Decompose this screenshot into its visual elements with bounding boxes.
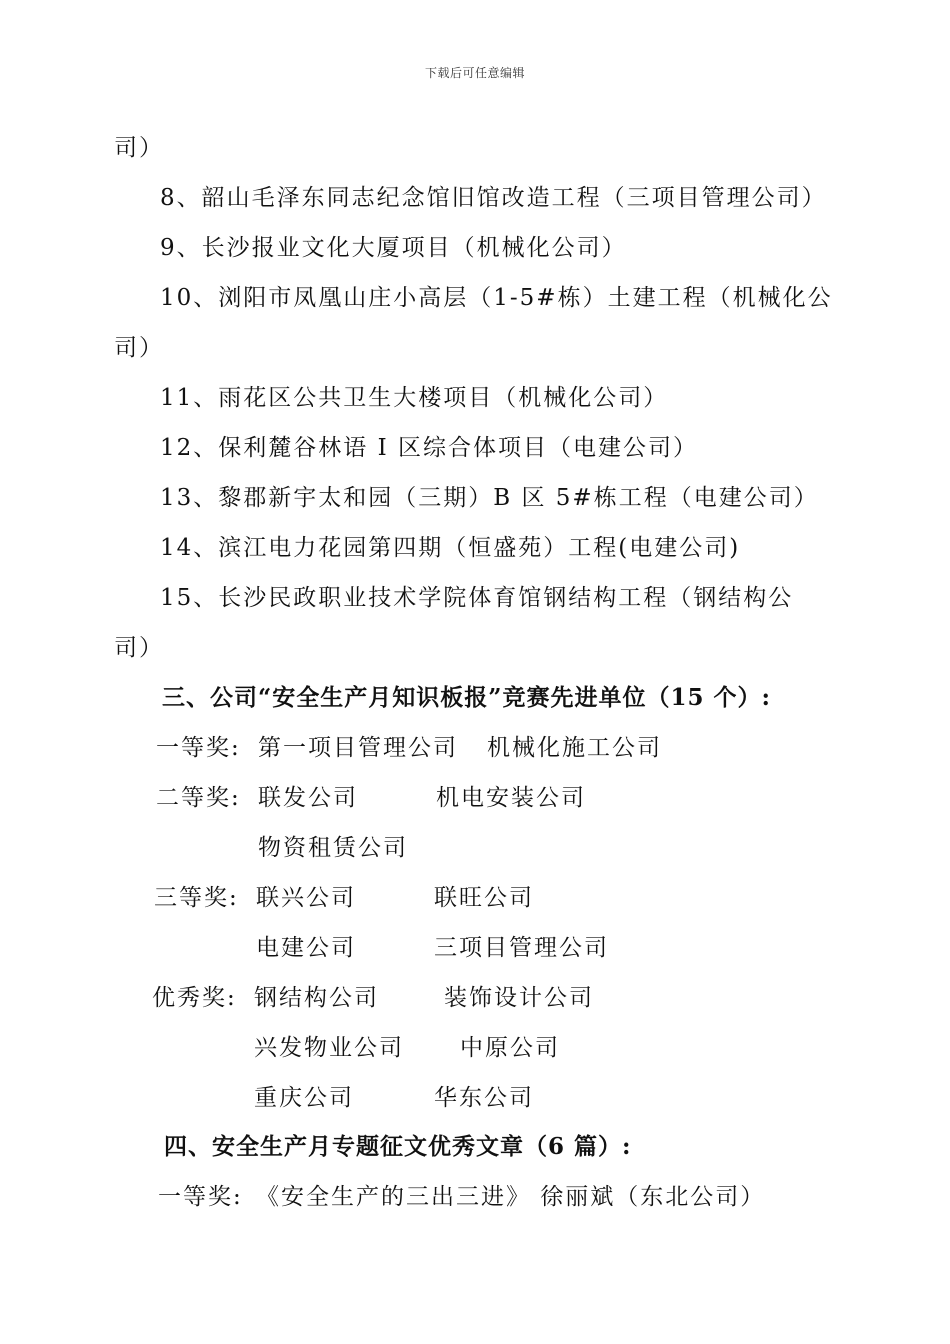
award-row-excellent <box>0 983 950 1013</box>
award-row-excellent-cont <box>0 1033 950 1063</box>
award-label-first: 一等奖: <box>158 1184 243 1210</box>
award-entry: 中原公司 <box>460 1035 560 1061</box>
award-entry: 三项目管理公司 <box>434 935 609 961</box>
award-row-third <box>0 883 950 913</box>
award-label-second: 二等奖: <box>156 785 241 811</box>
list-item-15-continuation: 司） <box>114 635 164 661</box>
award-row-first <box>0 733 950 763</box>
award-entry: 机电安装公司 <box>436 785 586 811</box>
list-item-11: 11、雨花区公共卫生大楼项目（机械化公司） <box>160 385 669 411</box>
list-item-8: 8、韶山毛泽东同志纪念馆旧馆改造工程（三项目管理公司） <box>160 185 827 211</box>
section-3-title: 三、公司“安全生产月知识板报”竞赛先进单位（15 个）: <box>162 684 771 711</box>
list-item-10: 10、浏阳市凤凰山庄小高层（1-5#栋）土建工程（机械化公 <box>160 285 833 311</box>
award-label-excellent: 优秀奖: <box>152 985 237 1011</box>
list-item-9: 9、长沙报业文化大厦项目（机械化公司） <box>160 235 627 261</box>
list-line-continuation: 司） <box>114 135 164 161</box>
award-entry: 装饰设计公司 <box>444 985 594 1011</box>
award-row-excellent-cont-2 <box>0 1083 950 1113</box>
list-item-13: 13、黎郡新宇太和园（三期）B 区 5#栋工程（电建公司） <box>160 485 819 511</box>
essay-row-first <box>0 1182 950 1212</box>
award-entry: 机械化施工公司 <box>487 735 662 761</box>
award-label-first: 一等奖: <box>156 735 241 761</box>
award-entry: 第一项目管理公司 <box>258 735 458 761</box>
essay-entry: 《安全生产的三出三进》 徐丽斌（东北公司） <box>256 1184 766 1210</box>
award-label-third: 三等奖: <box>154 885 239 911</box>
award-entry: 物资租赁公司 <box>258 835 408 861</box>
award-entry: 电建公司 <box>256 935 356 961</box>
award-entry: 联兴公司 <box>256 885 356 911</box>
award-entry: 重庆公司 <box>254 1085 354 1111</box>
list-item-12: 12、保利麓谷林语 I 区综合体项目（电建公司） <box>160 435 698 461</box>
list-item-10-continuation: 司） <box>114 335 164 361</box>
list-item-14: 14、滨江电力花园第四期（恒盛苑）工程(电建公司) <box>160 535 741 561</box>
list-item-15: 15、长沙民政职业技术学院体育馆钢结构工程（钢结构公 <box>160 585 794 611</box>
page-header: 下载后可任意编辑 <box>424 66 525 80</box>
award-entry: 联发公司 <box>258 785 358 811</box>
award-row-third-cont <box>0 933 950 963</box>
award-entry: 联旺公司 <box>434 885 534 911</box>
award-entry: 华东公司 <box>434 1085 534 1111</box>
section-4-title: 四、安全生产月专题征文优秀文章（6 篇）: <box>164 1133 632 1160</box>
award-entry: 兴发物业公司 <box>254 1035 404 1061</box>
award-entry: 钢结构公司 <box>254 985 379 1011</box>
award-row-second <box>0 783 950 813</box>
